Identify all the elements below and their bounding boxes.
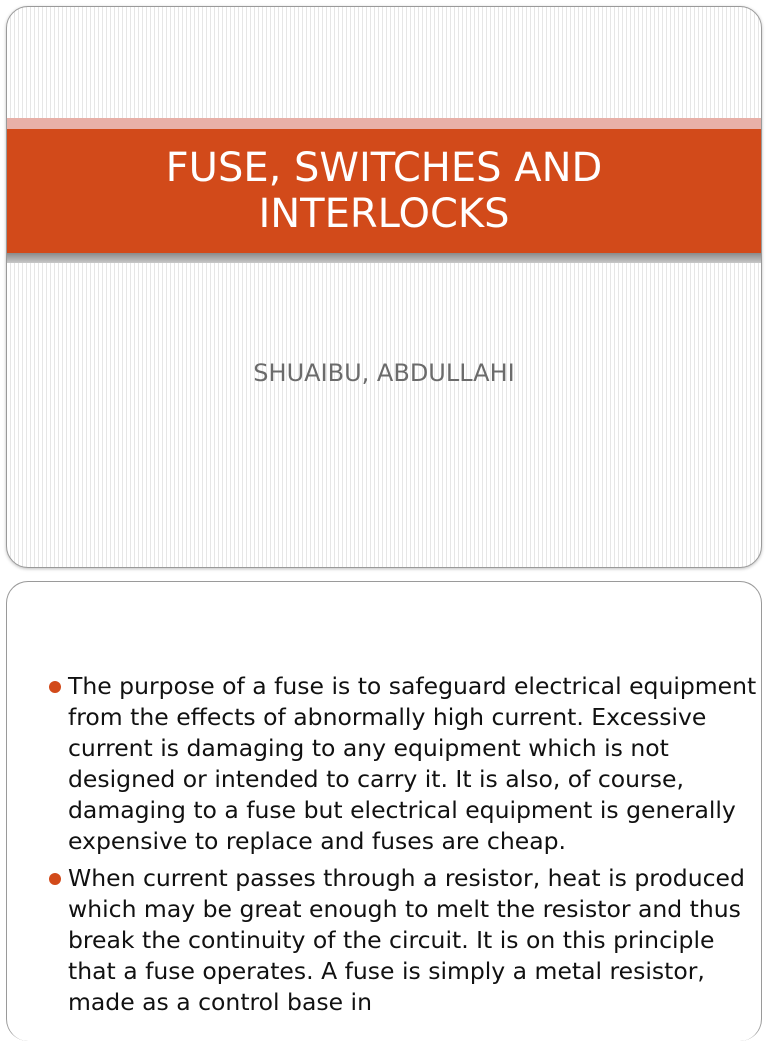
slide-title: FUSE, SWITCHES AND INTERLOCKS — [165, 145, 603, 237]
title-band — [7, 129, 761, 253]
bullet-dot-icon — [49, 873, 61, 885]
title-slide — [6, 6, 762, 568]
bullet-text: The purpose of a fuse is to safeguard electrical equipment from the effects of abnormally high current. Excessive current is damaging to any equipment which is not designed or intended to carry it. It is also, of course, damaging to a fuse but electrical equipment is generally expensive to replace and fuses are cheap. — [68, 672, 757, 855]
bullet-list — [47, 671, 761, 1024]
bullet-text: When current passes through a resistor, heat is produced which may be great enough to melt the resistor and thus break the continuity of the circuit. It is on this principle that a fuse operates. A fuse is simply a metal resistor, made as a control base in — [68, 864, 745, 1016]
content-slide — [6, 581, 762, 1041]
bullet-item — [47, 863, 761, 1018]
title-band-top-stripe — [7, 118, 761, 129]
bullet-dot-icon — [49, 681, 61, 693]
title-band-shadow — [7, 253, 761, 263]
slide-subtitle: SHUAIBU, ABDULLAHI — [253, 359, 515, 387]
bullet-item — [47, 671, 761, 857]
